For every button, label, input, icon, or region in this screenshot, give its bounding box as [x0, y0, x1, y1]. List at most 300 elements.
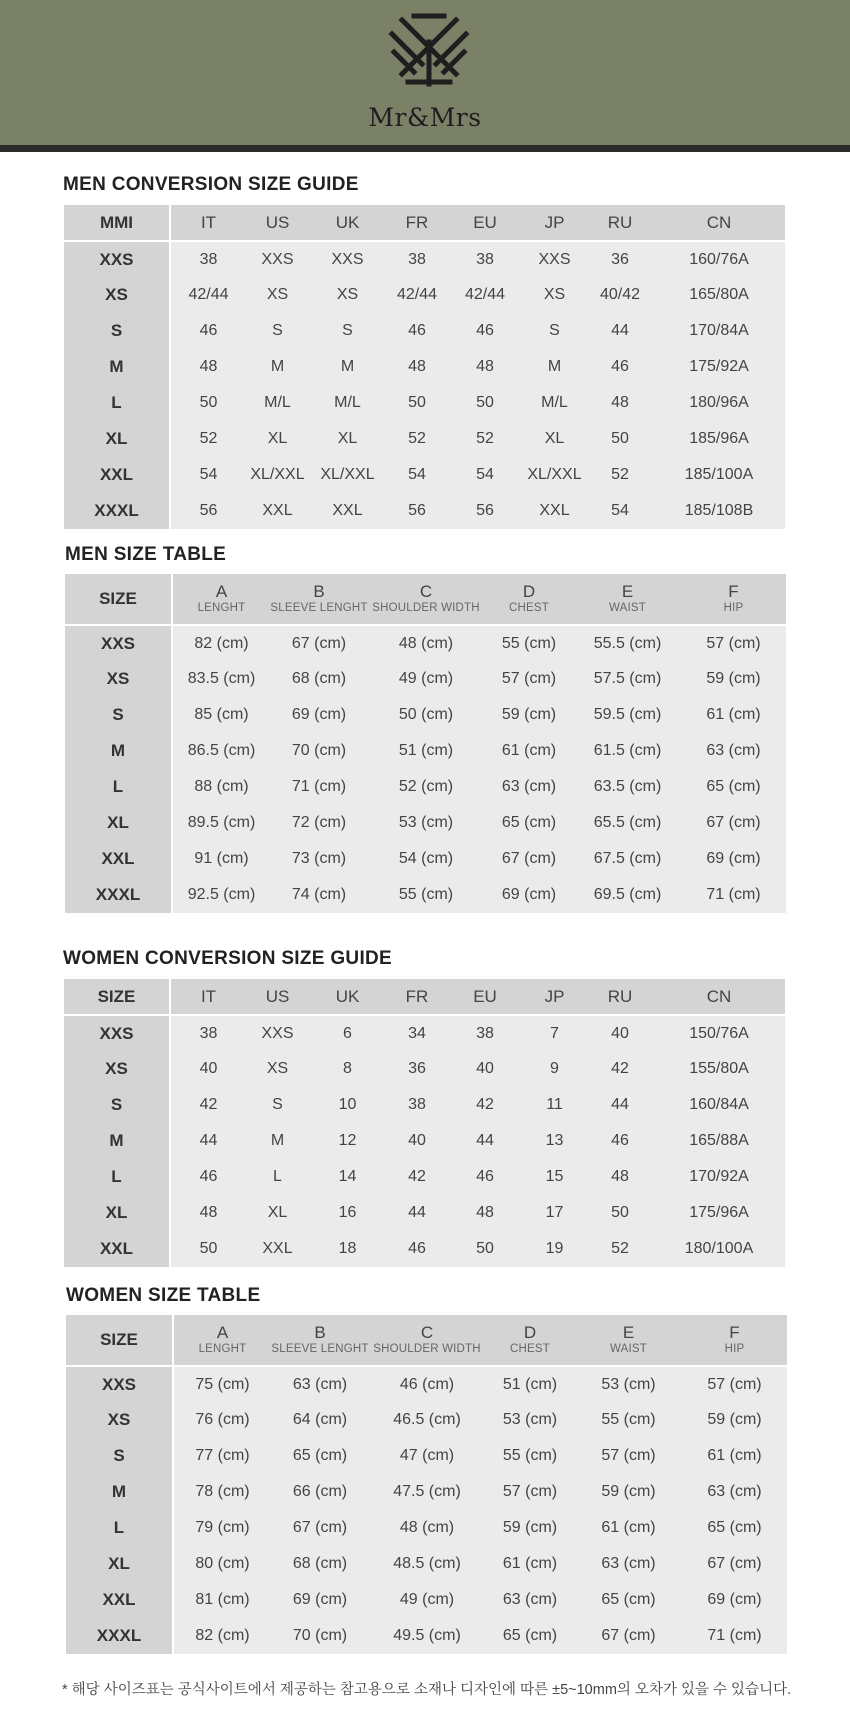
- table-cell: 65 (cm): [484, 805, 574, 841]
- table-cell: 47.5 (cm): [369, 1474, 485, 1510]
- table-cell: 55.5 (cm): [574, 625, 681, 661]
- column-header: CN: [653, 205, 785, 241]
- column-header-letter: E: [622, 1323, 635, 1342]
- table-cell: 76 (cm): [173, 1402, 271, 1438]
- table-row: [64, 277, 785, 313]
- table-cell: 19: [522, 1231, 587, 1267]
- table-cell: 63 (cm): [485, 1582, 575, 1618]
- women-conversion-table: [64, 979, 785, 1267]
- column-header-letter: F: [729, 1323, 740, 1342]
- column-header: [485, 1315, 575, 1366]
- header-row: [64, 979, 785, 1015]
- table-cell: 50 (cm): [368, 697, 484, 733]
- table-cell: 63 (cm): [682, 1474, 787, 1510]
- table-cell: S: [246, 1087, 309, 1123]
- column-header: [682, 1315, 787, 1366]
- column-header: [369, 1315, 485, 1366]
- table-cell: 185/108B: [653, 493, 785, 529]
- table-cell: 66 (cm): [271, 1474, 369, 1510]
- table-cell: 36: [386, 1051, 448, 1087]
- table-cell: 38: [170, 241, 246, 277]
- table-cell: XL: [246, 421, 309, 457]
- table-cell: 46: [448, 313, 522, 349]
- table-cell: 61 (cm): [682, 1438, 787, 1474]
- size-label: M: [64, 1123, 170, 1159]
- table-cell: 46 (cm): [369, 1366, 485, 1402]
- table-cell: 7: [522, 1015, 587, 1051]
- column-header: IT: [170, 205, 246, 241]
- table-cell: 160/76A: [653, 241, 785, 277]
- column-header-letter: B: [314, 1323, 326, 1342]
- table-cell: 46: [386, 313, 448, 349]
- column-header-sub: CHEST: [509, 602, 549, 614]
- table-cell: XXS: [246, 1015, 309, 1051]
- table-cell: 44: [448, 1123, 522, 1159]
- size-label: XXXL: [64, 493, 170, 529]
- table-cell: 49.5 (cm): [369, 1618, 485, 1654]
- column-header-letter: B: [313, 582, 325, 601]
- table-cell: 56: [386, 493, 448, 529]
- table-cell: M: [246, 1123, 309, 1159]
- table-cell: 54: [170, 457, 246, 493]
- column-header: EU: [448, 979, 522, 1015]
- table-cell: 54: [587, 493, 653, 529]
- women-size-title: WOMEN SIZE TABLE: [66, 1285, 261, 1306]
- table-cell: XL: [522, 421, 587, 457]
- size-label: XXS: [64, 1015, 170, 1051]
- column-header: [681, 574, 786, 625]
- size-label: S: [65, 697, 172, 733]
- size-label: L: [64, 385, 170, 421]
- table-cell: 8: [309, 1051, 386, 1087]
- table-row: [64, 1159, 785, 1195]
- table-row: [64, 1015, 785, 1051]
- table-cell: 38: [386, 241, 448, 277]
- table-cell: 44: [587, 1087, 653, 1123]
- size-label: XXL: [65, 841, 172, 877]
- table-cell: 63 (cm): [681, 733, 786, 769]
- column-header: [575, 1315, 682, 1366]
- column-header-letter: C: [419, 582, 433, 601]
- table-cell: 67 (cm): [681, 805, 786, 841]
- table-cell: 67 (cm): [270, 625, 368, 661]
- size-label: XXL: [66, 1582, 173, 1618]
- size-label: L: [65, 769, 172, 805]
- column-header-letter: C: [420, 1323, 434, 1342]
- brand-logo-icon: [384, 12, 474, 97]
- table-cell: 67 (cm): [484, 841, 574, 877]
- table-cell: 17: [522, 1195, 587, 1231]
- table-cell: 67 (cm): [682, 1546, 787, 1582]
- table-row: [64, 349, 785, 385]
- size-label: XS: [64, 1051, 170, 1087]
- column-header-sub: HIP: [724, 1343, 745, 1355]
- table-cell: 92.5 (cm): [172, 877, 270, 913]
- table-cell: XL: [246, 1195, 309, 1231]
- table-cell: 48: [448, 349, 522, 385]
- column-header: [271, 1315, 369, 1366]
- column-header: UK: [309, 205, 386, 241]
- column-header: UK: [309, 979, 386, 1015]
- header-banner: [0, 0, 850, 145]
- table-cell: 61.5 (cm): [574, 733, 681, 769]
- table-cell: 65 (cm): [485, 1618, 575, 1654]
- table-cell: 40: [170, 1051, 246, 1087]
- table-cell: XXL: [246, 493, 309, 529]
- table-cell: 56: [170, 493, 246, 529]
- table-cell: L: [246, 1159, 309, 1195]
- table-row: [66, 1438, 787, 1474]
- column-header-sub: LENGHT: [197, 602, 246, 614]
- table-cell: XS: [522, 277, 587, 313]
- column-header: [173, 1315, 271, 1366]
- table-cell: 69 (cm): [681, 841, 786, 877]
- size-label: XS: [65, 661, 172, 697]
- table-cell: XL/XXL: [246, 457, 309, 493]
- table-cell: 52: [587, 457, 653, 493]
- table-cell: 48: [587, 1159, 653, 1195]
- table-cell: 52: [448, 421, 522, 457]
- table-cell: 42: [587, 1051, 653, 1087]
- table-cell: 18: [309, 1231, 386, 1267]
- table-row: [65, 769, 786, 805]
- table-cell: 40: [386, 1123, 448, 1159]
- table-row: [64, 1087, 785, 1123]
- table-row: [66, 1510, 787, 1546]
- column-header-sub: HIP: [723, 602, 744, 614]
- table-cell: 63 (cm): [575, 1546, 682, 1582]
- column-header: US: [246, 979, 309, 1015]
- table-cell: 53 (cm): [575, 1366, 682, 1402]
- column-header-letter: D: [522, 582, 536, 601]
- table-cell: 52: [386, 421, 448, 457]
- size-label: XXL: [64, 1231, 170, 1267]
- column-header-letter: D: [523, 1323, 537, 1342]
- table-cell: 180/100A: [653, 1231, 785, 1267]
- table-cell: 46: [386, 1231, 448, 1267]
- table-cell: 6: [309, 1015, 386, 1051]
- table-cell: 42/44: [386, 277, 448, 313]
- table-cell: S: [246, 313, 309, 349]
- table-cell: 165/88A: [653, 1123, 785, 1159]
- table-cell: 50: [587, 421, 653, 457]
- table-cell: 13: [522, 1123, 587, 1159]
- table-cell: 88 (cm): [172, 769, 270, 805]
- table-cell: 65.5 (cm): [574, 805, 681, 841]
- table-row: [64, 421, 785, 457]
- table-row: [65, 697, 786, 733]
- table-cell: 61 (cm): [575, 1510, 682, 1546]
- table-cell: 150/76A: [653, 1015, 785, 1051]
- table-cell: 69 (cm): [682, 1582, 787, 1618]
- table-cell: 48 (cm): [368, 625, 484, 661]
- table-cell: 59 (cm): [485, 1510, 575, 1546]
- table-cell: XXS: [246, 241, 309, 277]
- size-label: XS: [64, 277, 170, 313]
- size-label: XXXL: [66, 1618, 173, 1654]
- column-header: RU: [587, 979, 653, 1015]
- table-cell: 59 (cm): [484, 697, 574, 733]
- table-cell: 57 (cm): [682, 1366, 787, 1402]
- table-row: [64, 1051, 785, 1087]
- table-cell: 69.5 (cm): [574, 877, 681, 913]
- table-cell: 50: [448, 385, 522, 421]
- table-cell: XXS: [309, 241, 386, 277]
- table-row: [66, 1582, 787, 1618]
- table-cell: 82 (cm): [172, 625, 270, 661]
- table-row: [65, 841, 786, 877]
- table-cell: 38: [448, 241, 522, 277]
- table-cell: 170/92A: [653, 1159, 785, 1195]
- table-row: [65, 805, 786, 841]
- table-cell: XXS: [522, 241, 587, 277]
- table-cell: 59 (cm): [575, 1474, 682, 1510]
- table-cell: XS: [309, 277, 386, 313]
- table-cell: M: [522, 349, 587, 385]
- size-label: XXS: [66, 1366, 173, 1402]
- size-label: M: [66, 1474, 173, 1510]
- table-cell: M: [246, 349, 309, 385]
- table-cell: 42/44: [448, 277, 522, 313]
- table-cell: 89.5 (cm): [172, 805, 270, 841]
- men-conversion-table: [64, 205, 785, 529]
- table-cell: 63.5 (cm): [574, 769, 681, 805]
- women-size-table: [66, 1315, 787, 1654]
- table-cell: 48: [587, 385, 653, 421]
- table-cell: 50: [170, 385, 246, 421]
- table-cell: 81 (cm): [173, 1582, 271, 1618]
- column-header: [574, 574, 681, 625]
- column-header: IT: [170, 979, 246, 1015]
- table-cell: 78 (cm): [173, 1474, 271, 1510]
- table-cell: 71 (cm): [270, 769, 368, 805]
- table-cell: 56: [448, 493, 522, 529]
- table-cell: 68 (cm): [271, 1546, 369, 1582]
- table-cell: XL/XXL: [522, 457, 587, 493]
- column-header: JP: [522, 205, 587, 241]
- table-cell: 57 (cm): [485, 1474, 575, 1510]
- column-header-sub: SLEEVE LENGHT: [270, 602, 368, 614]
- table-cell: 71 (cm): [682, 1618, 787, 1654]
- table-row: [66, 1474, 787, 1510]
- size-label: XS: [66, 1402, 173, 1438]
- column-header: US: [246, 205, 309, 241]
- table-cell: 69 (cm): [270, 697, 368, 733]
- column-header: RU: [587, 205, 653, 241]
- table-cell: 70 (cm): [271, 1618, 369, 1654]
- table-cell: 47 (cm): [369, 1438, 485, 1474]
- table-cell: 54: [448, 457, 522, 493]
- size-label: XXXL: [65, 877, 172, 913]
- table-cell: 65 (cm): [681, 769, 786, 805]
- table-row: [64, 493, 785, 529]
- men-size-table: [65, 574, 786, 913]
- table-cell: 34: [386, 1015, 448, 1051]
- table-cell: 59.5 (cm): [574, 697, 681, 733]
- column-header: [172, 574, 270, 625]
- table-cell: S: [522, 313, 587, 349]
- table-cell: 44: [170, 1123, 246, 1159]
- table-cell: 48.5 (cm): [369, 1546, 485, 1582]
- table-cell: 42: [386, 1159, 448, 1195]
- table-row: [66, 1546, 787, 1582]
- table-cell: 185/100A: [653, 457, 785, 493]
- table-cell: 15: [522, 1159, 587, 1195]
- table-cell: 65 (cm): [575, 1582, 682, 1618]
- table-cell: 63 (cm): [484, 769, 574, 805]
- table-cell: 36: [587, 241, 653, 277]
- table-cell: 46.5 (cm): [369, 1402, 485, 1438]
- column-header: CN: [653, 979, 785, 1015]
- table-cell: 72 (cm): [270, 805, 368, 841]
- table-cell: 52: [170, 421, 246, 457]
- column-header: [368, 574, 484, 625]
- table-cell: 175/96A: [653, 1195, 785, 1231]
- column-header-sub: SHOULDER WIDTH: [373, 1343, 481, 1355]
- table-cell: M/L: [522, 385, 587, 421]
- table-cell: 70 (cm): [270, 733, 368, 769]
- table-cell: 9: [522, 1051, 587, 1087]
- table-cell: 38: [170, 1015, 246, 1051]
- table-cell: M: [309, 349, 386, 385]
- table-row: [66, 1366, 787, 1402]
- table-cell: M/L: [246, 385, 309, 421]
- size-label: L: [64, 1159, 170, 1195]
- table-cell: 67 (cm): [575, 1618, 682, 1654]
- brand-name: Mr&Mrs: [368, 103, 482, 132]
- table-cell: 10: [309, 1087, 386, 1123]
- women-conversion-title: WOMEN CONVERSION SIZE GUIDE: [63, 948, 393, 969]
- table-cell: XL/XXL: [309, 457, 386, 493]
- table-cell: 53 (cm): [485, 1402, 575, 1438]
- table-cell: XS: [246, 277, 309, 313]
- column-header-letter: A: [216, 1323, 229, 1342]
- table-cell: 46: [448, 1159, 522, 1195]
- table-cell: 80 (cm): [173, 1546, 271, 1582]
- table-cell: 14: [309, 1159, 386, 1195]
- table-cell: 74 (cm): [270, 877, 368, 913]
- table-cell: 40: [448, 1051, 522, 1087]
- header-row: [66, 1315, 787, 1366]
- table-cell: 48: [170, 349, 246, 385]
- table-row: [64, 313, 785, 349]
- column-header: MMI: [64, 205, 170, 241]
- table-cell: S: [309, 313, 386, 349]
- table-cell: 40/42: [587, 277, 653, 313]
- table-cell: XXL: [309, 493, 386, 529]
- table-row: [64, 1195, 785, 1231]
- table-cell: 59 (cm): [682, 1402, 787, 1438]
- column-header-sub: WAIST: [609, 602, 646, 614]
- table-row: [64, 385, 785, 421]
- table-cell: 44: [386, 1195, 448, 1231]
- table-cell: 12: [309, 1123, 386, 1159]
- footnote: * 해당 사이즈표는 공식사이트에서 제공하는 참고용으로 소재나 디자인에 따른 ±5~10mm의 오차가 있을 수 있습니다.: [62, 1682, 792, 1698]
- table-row: [64, 457, 785, 493]
- column-header: SIZE: [66, 1315, 173, 1366]
- table-cell: 51 (cm): [368, 733, 484, 769]
- table-cell: XXL: [522, 493, 587, 529]
- table-cell: 57 (cm): [484, 661, 574, 697]
- table-cell: 55 (cm): [485, 1438, 575, 1474]
- table-cell: 55 (cm): [484, 625, 574, 661]
- table-cell: 48: [170, 1195, 246, 1231]
- table-cell: 52: [587, 1231, 653, 1267]
- table-cell: 86.5 (cm): [172, 733, 270, 769]
- header-divider: [0, 145, 850, 152]
- size-label: XL: [65, 805, 172, 841]
- table-cell: 165/80A: [653, 277, 785, 313]
- table-cell: 46: [170, 1159, 246, 1195]
- table-cell: 54: [386, 457, 448, 493]
- size-label: M: [65, 733, 172, 769]
- size-label: XL: [64, 421, 170, 457]
- size-label: XL: [64, 1195, 170, 1231]
- column-header-sub: CHEST: [510, 1343, 550, 1355]
- table-cell: 185/96A: [653, 421, 785, 457]
- men-conversion-title: MEN CONVERSION SIZE GUIDE: [63, 174, 359, 195]
- table-cell: 44: [587, 313, 653, 349]
- table-cell: 42/44: [170, 277, 246, 313]
- table-cell: 53 (cm): [368, 805, 484, 841]
- column-header-letter: F: [728, 582, 739, 601]
- column-header-letter: A: [215, 582, 228, 601]
- table-cell: 175/92A: [653, 349, 785, 385]
- table-cell: 75 (cm): [173, 1366, 271, 1402]
- table-cell: 46: [170, 313, 246, 349]
- table-cell: 91 (cm): [172, 841, 270, 877]
- size-label: M: [64, 349, 170, 385]
- column-header-letter: E: [621, 582, 634, 601]
- table-cell: 57 (cm): [575, 1438, 682, 1474]
- table-cell: 59 (cm): [681, 661, 786, 697]
- table-cell: XXL: [246, 1231, 309, 1267]
- table-cell: 49 (cm): [368, 661, 484, 697]
- table-cell: 85 (cm): [172, 697, 270, 733]
- table-cell: 160/84A: [653, 1087, 785, 1123]
- table-cell: 64 (cm): [271, 1402, 369, 1438]
- table-row: [66, 1618, 787, 1654]
- table-cell: 69 (cm): [271, 1582, 369, 1618]
- column-header: [484, 574, 574, 625]
- table-cell: 11: [522, 1087, 587, 1123]
- table-cell: 40: [587, 1015, 653, 1051]
- header-row: [65, 574, 786, 625]
- column-header: FR: [386, 979, 448, 1015]
- size-label: XXL: [64, 457, 170, 493]
- size-label: L: [66, 1510, 173, 1546]
- column-header-sub: WAIST: [610, 1343, 647, 1355]
- size-label: XXS: [65, 625, 172, 661]
- table-cell: XL: [309, 421, 386, 457]
- table-row: [65, 877, 786, 913]
- table-cell: 155/80A: [653, 1051, 785, 1087]
- table-row: [64, 1231, 785, 1267]
- table-cell: 48 (cm): [369, 1510, 485, 1546]
- table-cell: 67.5 (cm): [574, 841, 681, 877]
- column-header: EU: [448, 205, 522, 241]
- table-cell: 68 (cm): [270, 661, 368, 697]
- table-cell: 50: [448, 1231, 522, 1267]
- column-header-sub: SHOULDER WIDTH: [372, 602, 480, 614]
- table-cell: 79 (cm): [173, 1510, 271, 1546]
- table-row: [65, 625, 786, 661]
- table-cell: 61 (cm): [484, 733, 574, 769]
- table-cell: 170/84A: [653, 313, 785, 349]
- table-cell: 180/96A: [653, 385, 785, 421]
- table-cell: 71 (cm): [681, 877, 786, 913]
- table-row: [65, 661, 786, 697]
